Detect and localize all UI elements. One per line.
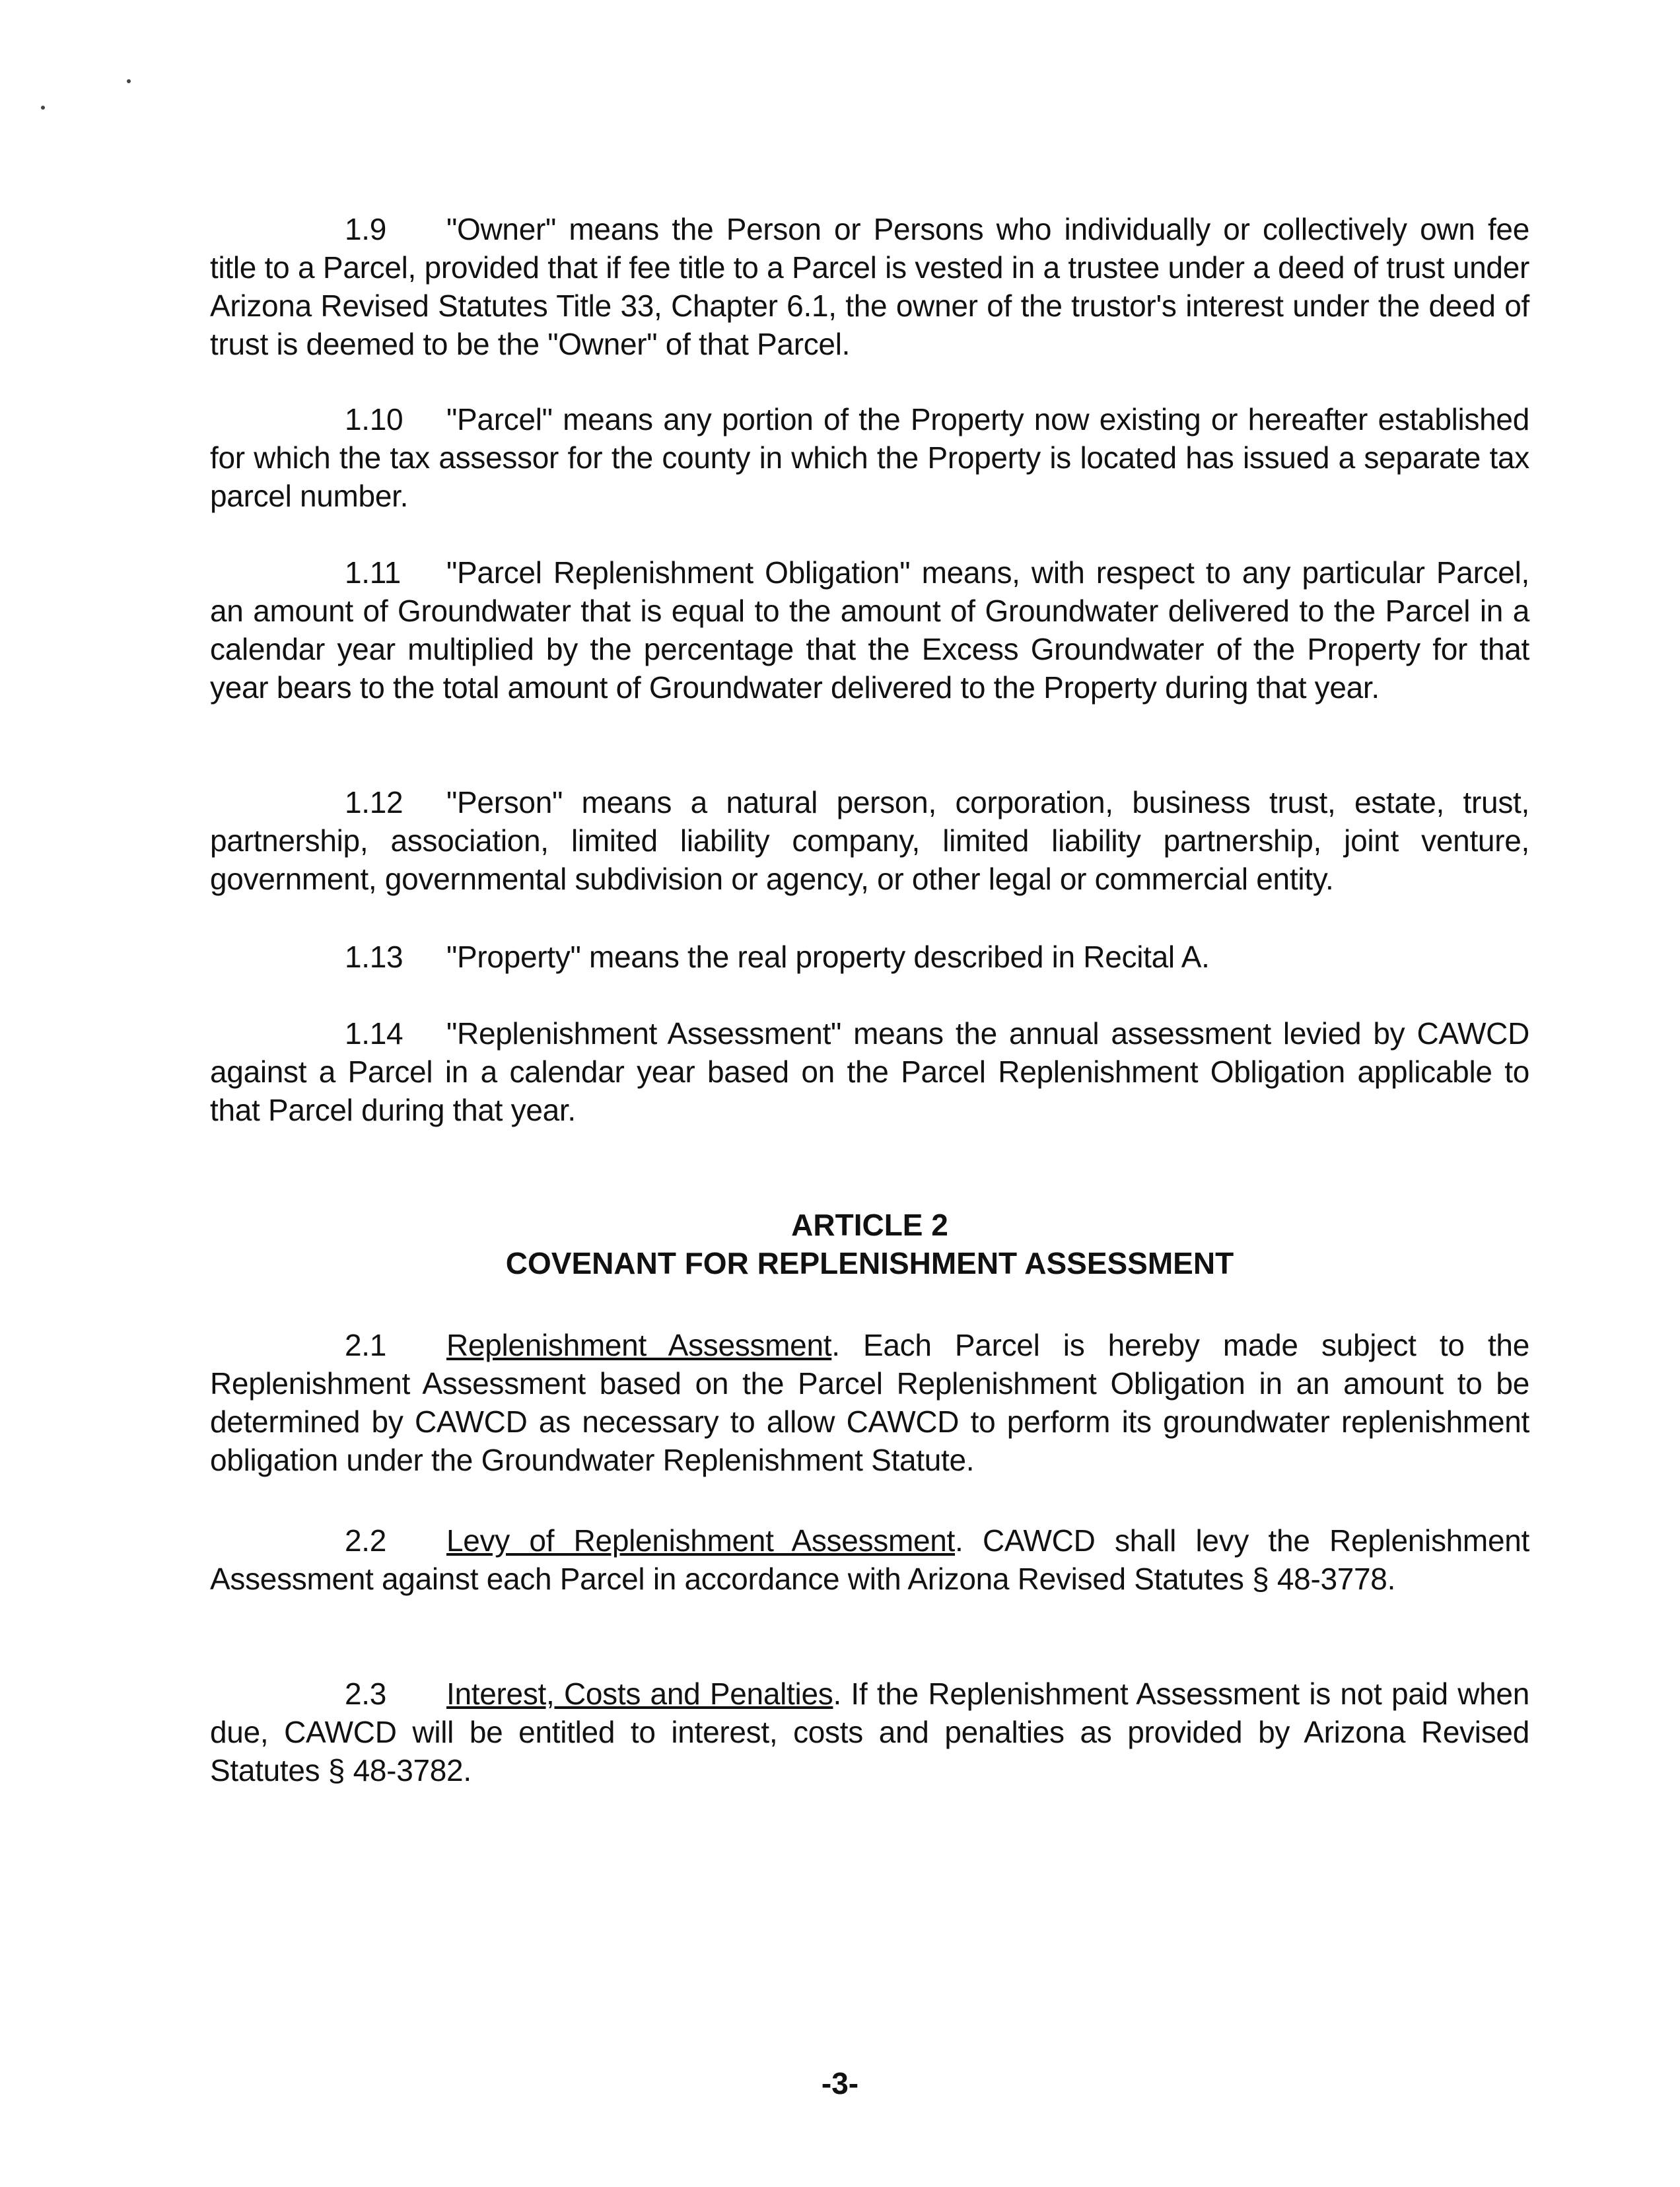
definition-text: "Replenishment Assessment" means the annual assessment levied by CAWCD against a Parcel in a calendar year based on the Parcel Replenishment Obligation applicable to that Parcel during that year. — [210, 1016, 1529, 1127]
definition-1-10 — [210, 400, 1529, 515]
definition-text: "Parcel Replenishment Obligation" means, with respect to any particular Parcel, an amount of Groundwater that is equal to the amount of Groundwater delivered to the Parcel in a calendar year multiplied by the percentage that the Excess Groundwater of the Property for that year bears to the total amount of Groundwater delivered to the Property during that year. — [210, 555, 1529, 705]
scan-speck — [41, 106, 45, 110]
section-text: . Each Parcel is hereby made subject to the Replenishment Assessment based on the Parcel Replenishment Obligation in an amount to be determined by CAWCD as necessary to allow CAWCD to perform its groundwater replenishment obligation under the Groundwater Replenishment Statute. — [210, 1328, 1529, 1477]
definition-text: "Parcel" means any portion of the Property now existing or hereafter established for which the tax assessor for the county in which the Property is located has issued a separate tax parcel number. — [210, 402, 1529, 513]
section-number: 2.3 — [345, 1677, 387, 1711]
definition-number: 1.10 — [345, 402, 403, 436]
section-heading: Replenishment Assessment — [446, 1328, 832, 1362]
section-number: 2.1 — [345, 1328, 387, 1362]
definition-number: 1.12 — [345, 785, 403, 819]
definition-1-11 — [210, 553, 1529, 707]
section-text: . If the Replenishment Assessment is not paid when due, CAWCD will be entitled to interest, costs and penalties as provided by Arizona Revised Statutes § 48-3782. — [210, 1677, 1529, 1788]
definition-number: 1.13 — [345, 940, 403, 974]
definition-1-9 — [210, 210, 1529, 363]
section-heading: Interest, Costs and Penalties — [446, 1677, 833, 1711]
definition-1-13 — [210, 938, 1529, 976]
section-2-2 — [210, 1521, 1529, 1598]
section-number: 2.2 — [345, 1523, 387, 1558]
definition-number: 1.9 — [345, 212, 387, 246]
definition-text: "Property" means the real property described in Recital A. — [446, 940, 1210, 974]
section-2-1 — [210, 1326, 1529, 1479]
definition-1-12 — [210, 783, 1529, 898]
definition-1-14 — [210, 1014, 1529, 1129]
scan-speck — [127, 79, 131, 83]
section-heading: Levy of Replenishment Assessment — [446, 1523, 956, 1558]
page-number: -3- — [821, 2066, 859, 2100]
definition-text: "Person" means a natural person, corporation, business trust, estate, trust, partnership, association, limited liability company, limited liability partnership, joint venture, government, governmental subdivision or agency, or other legal or commercial entity. — [210, 785, 1529, 896]
article-title: COVENANT FOR REPLENISHMENT ASSESSMENT — [505, 1246, 1234, 1280]
section-2-3 — [210, 1675, 1529, 1789]
article-label: ARTICLE 2 — [791, 1208, 948, 1242]
definition-number: 1.14 — [345, 1016, 403, 1051]
section-text: . CAWCD shall levy the Replenishment Assessment against each Parcel in accordance with Arizona Revised Statutes § 48-3778. — [210, 1523, 1529, 1596]
definition-number: 1.11 — [345, 555, 401, 590]
definition-text: "Owner" means the Person or Persons who individually or collectively own fee title to a Parcel, provided that if fee title to a Parcel is vested in a trustee under a deed of trust under Arizona Revised Statutes Title 33, Chapter 6.1, the owner of the trustor's interest under the deed of trust is deemed to be the "Owner" of that Parcel. — [210, 212, 1529, 361]
